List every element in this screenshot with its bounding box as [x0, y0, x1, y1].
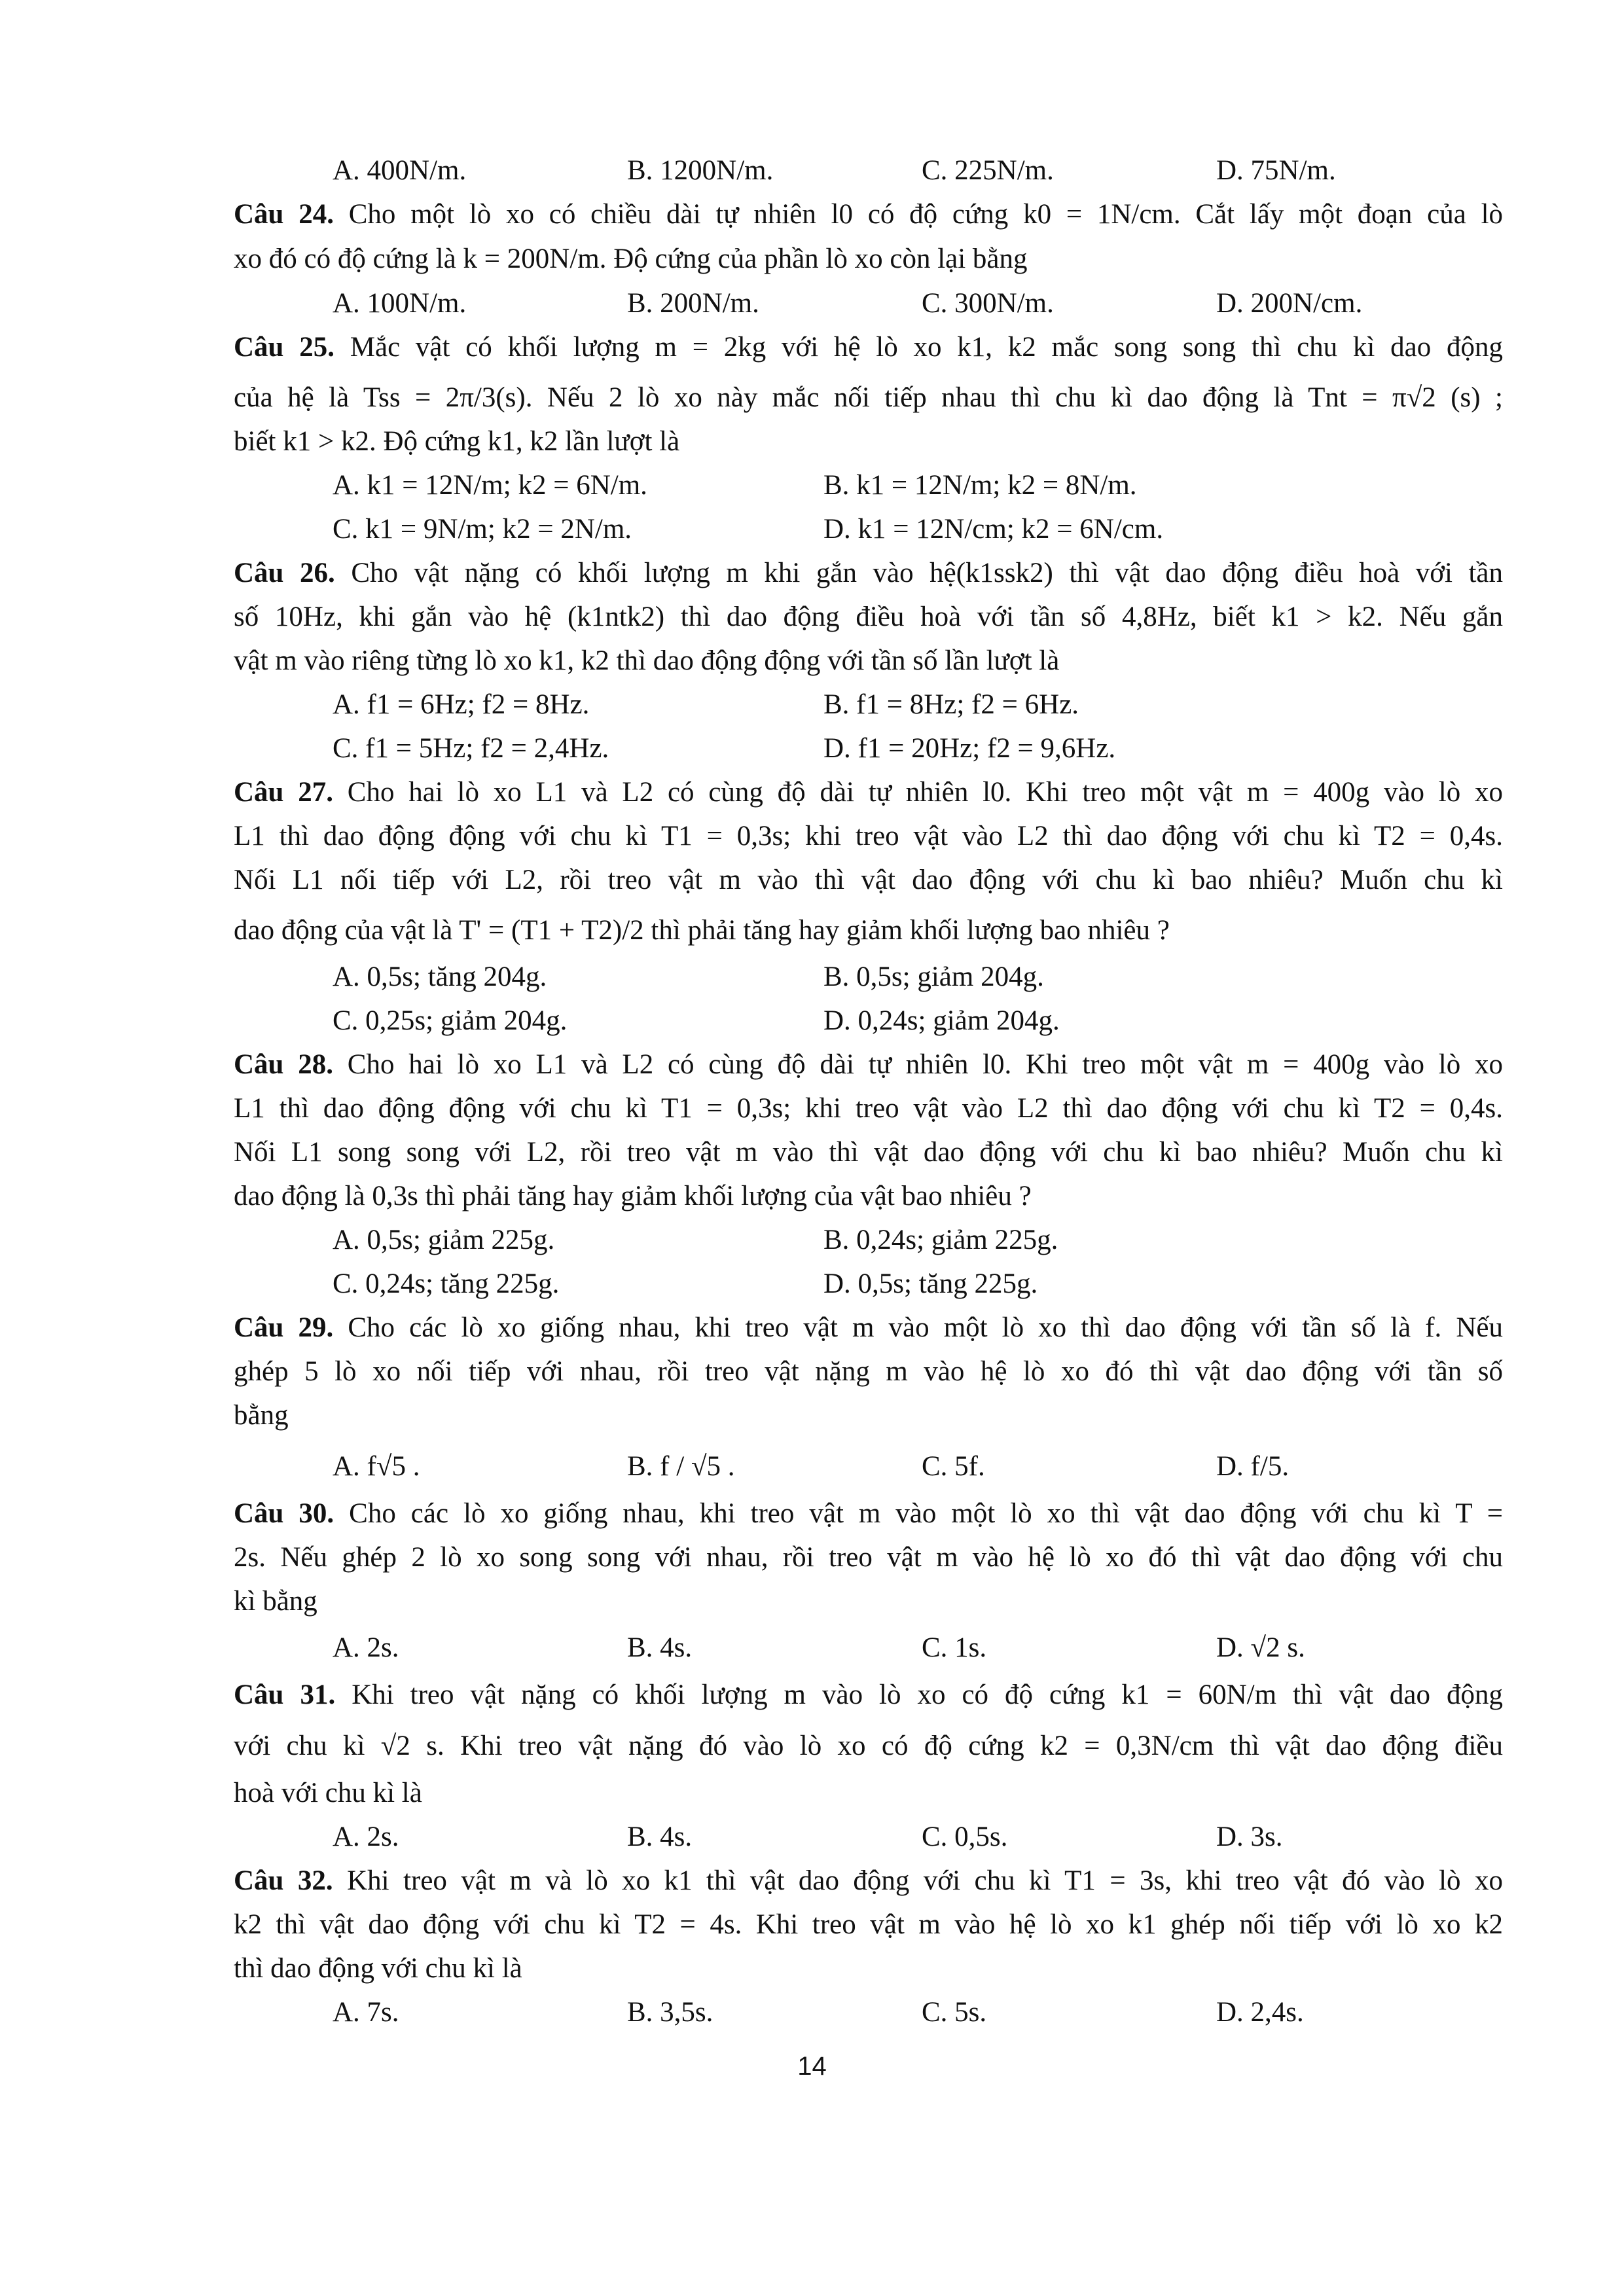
option-d: D. 2,4s. — [1216, 1997, 1304, 2028]
question-number: Câu 24. — [234, 199, 334, 230]
option-c: C. 300N/m. — [922, 288, 1054, 319]
q29-line-1 — [234, 1310, 1503, 1346]
question-number: Câu 28. — [234, 1049, 333, 1080]
q24-line-1 — [234, 196, 1503, 233]
question-number: Câu 26. — [234, 558, 335, 588]
option-d: D. 0,24s; giảm 204g. — [823, 1005, 1060, 1036]
q25-line-3: biết k1 > k2. Độ cứng k1, k2 lần lượt là — [234, 426, 680, 457]
q30-line-1 — [234, 1496, 1503, 1532]
option-c: C. 0,25s; giảm 204g. — [333, 1005, 568, 1036]
q29-line-2: ghép 5 lò xo nối tiếp với nhau, rồi treo vật nặng m vào hệ lò xo đó thì vật dao động với tần số — [234, 1356, 1503, 1387]
option-a: A. 0,5s; tăng 204g. — [333, 961, 547, 992]
q27-line-1 — [234, 774, 1503, 811]
option-a: A. 2s. — [333, 1821, 399, 1852]
q31-line-3: hoà với chu kì là — [234, 1778, 422, 1808]
option-a: A. f√5 . — [333, 1451, 420, 1482]
question-text: Cho các lò xo giống nhau, khi treo vật m vào một lò xo thì dao động với tần số là f. Nếu — [348, 1312, 1504, 1343]
q26-line-3: vật m vào riêng từng lò xo k1, k2 thì dao động động với tần số lần lượt là — [234, 645, 1060, 676]
q24-line-2: xo đó có độ cứng là k = 200N/m. Độ cứng của phần lò xo còn lại bằng — [234, 243, 1028, 274]
q28-line-1 — [234, 1047, 1503, 1083]
option-c: C. f1 = 5Hz; f2 = 2,4Hz. — [333, 733, 609, 764]
option-a: A. 7s. — [333, 1997, 399, 2028]
option-a: A. f1 = 6Hz; f2 = 8Hz. — [333, 689, 590, 720]
question-text: Cho một lò xo có chiều dài tự nhiên l0 có độ cứng k0 = 1N/cm. Cắt lấy một đoạn của lò — [348, 199, 1504, 230]
option-a: A. 2s. — [333, 1632, 399, 1663]
q32-line-2: k2 thì vật dao động với chu kì T2 = 4s. Khi treo vật m vào hệ lò xo k1 ghép nối tiếp với lò xo k2 — [234, 1909, 1503, 1940]
q26-line-1 — [234, 555, 1503, 592]
option-a: A. 400N/m. — [333, 155, 467, 186]
question-number: Câu 30. — [234, 1498, 334, 1529]
q27-line-4: dao động của vật là T' = (T1 + T2)/2 thì phải tăng hay giảm khối lượng bao nhiêu ? — [234, 915, 1170, 946]
option-d: D. 0,5s; tăng 225g. — [823, 1268, 1038, 1299]
q28-line-2: L1 thì dao động động với chu kì T1 = 0,3s; khi treo vật vào L2 thì dao động với chu kì T2 = 0,4s. — [234, 1093, 1503, 1124]
option-c: C. 5s. — [922, 1997, 987, 2028]
question-number: Câu 27. — [234, 777, 333, 808]
option-b: B. 4s. — [627, 1632, 693, 1663]
option-c: C. 0,24s; tăng 225g. — [333, 1268, 560, 1299]
option-b: B. 200N/m. — [627, 288, 759, 319]
question-text: Cho hai lò xo L1 và L2 có cùng độ dài tự nhiên l0. Khi treo một vật m = 400g vào lò xo — [347, 1049, 1504, 1080]
q31-line-1 — [234, 1677, 1503, 1713]
question-number: Câu 32. — [234, 1865, 333, 1896]
option-b: B. f / √5 . — [627, 1451, 735, 1482]
option-c: C. 1s. — [922, 1632, 987, 1663]
question-text: Cho hai lò xo L1 và L2 có cùng độ dài tự nhiên l0. Khi treo một vật m = 400g vào lò xo — [347, 777, 1504, 808]
question-text: Khi treo vật nặng có khối lượng m vào lò xo có độ cứng k1 = 60N/m thì vật dao động — [352, 1679, 1503, 1710]
option-c: C. 5f. — [922, 1451, 985, 1482]
question-text: Khi treo vật m và lò xo k1 thì vật dao động với chu kì T1 = 3s, khi treo vật đó vào lò xo — [347, 1865, 1504, 1896]
option-d: D. f/5. — [1216, 1451, 1290, 1482]
option-d: D. 75N/m. — [1216, 155, 1336, 186]
option-d: D. k1 = 12N/cm; k2 = 6N/cm. — [823, 514, 1164, 545]
option-c: C. 0,5s. — [922, 1821, 1008, 1852]
question-number: Câu 29. — [234, 1312, 334, 1343]
question-number: Câu 31. — [234, 1679, 336, 1710]
q28-line-4: dao động là 0,3s thì phải tăng hay giảm khối lượng của vật bao nhiêu ? — [234, 1181, 1032, 1211]
option-b: B. 0,5s; giảm 204g. — [823, 961, 1044, 992]
option-b: B. 4s. — [627, 1821, 693, 1852]
option-d: D. √2 s. — [1216, 1632, 1305, 1663]
option-b: B. 1200N/m. — [627, 155, 774, 186]
option-b: B. k1 = 12N/m; k2 = 8N/m. — [823, 470, 1137, 501]
q32-line-1 — [234, 1863, 1503, 1899]
q32-line-3: thì dao động với chu kì là — [234, 1953, 522, 1984]
option-c: C. 225N/m. — [922, 155, 1054, 186]
option-d: D. 200N/cm. — [1216, 288, 1363, 319]
option-d: D. f1 = 20Hz; f2 = 9,6Hz. — [823, 733, 1116, 764]
question-text: Cho các lò xo giống nhau, khi treo vật m vào một lò xo thì vật dao động với chu kì T = — [349, 1498, 1504, 1529]
q27-line-3: Nối L1 nối tiếp với L2, rồi treo vật m vào thì vật dao động với chu kì bao nhiêu? Muốn chu kì — [234, 865, 1503, 895]
q31-line-2: với chu kì √2 s. Khi treo vật nặng đó vào lò xo có độ cứng k2 = 0,3N/cm thì vật dao động điều — [234, 1731, 1503, 1761]
q29-line-3: bằng — [234, 1400, 289, 1431]
option-a: A. 0,5s; giảm 225g. — [333, 1225, 555, 1255]
option-a: A. 100N/m. — [333, 288, 467, 319]
question-number: Câu 25. — [234, 332, 334, 363]
question-text: Mắc vật có khối lượng m = 2kg với hệ lò xo k1, k2 mắc song song thì chu kì dao động — [350, 332, 1503, 363]
q30-line-3: kì bằng — [234, 1586, 317, 1617]
q27-line-2: L1 thì dao động động với chu kì T1 = 0,3s; khi treo vật vào L2 thì dao động với chu kì T2 = 0,4s. — [234, 821, 1503, 852]
option-d: D. 3s. — [1216, 1821, 1283, 1852]
option-b: B. 3,5s. — [627, 1997, 713, 2028]
q25-line-1 — [234, 329, 1503, 366]
option-a: A. k1 = 12N/m; k2 = 6N/m. — [333, 470, 647, 501]
option-c: C. k1 = 9N/m; k2 = 2N/m. — [333, 514, 632, 545]
q25-line-2: của hệ là Tss = 2π/3(s). Nếu 2 lò xo này mắc nối tiếp nhau thì chu kì dao động là Tnt = π√2 (s) ; — [234, 382, 1503, 413]
q28-line-3: Nối L1 song song với L2, rồi treo vật m vào thì vật dao động với chu kì bao nhiêu? Muốn chu kì — [234, 1137, 1503, 1168]
page-number: 14 — [797, 2052, 827, 2081]
q26-line-2: số 10Hz, khi gắn vào hệ (k1ntk2) thì dao động điều hoà với tần số 4,8Hz, biết k1 > k2. Nếu gắn — [234, 601, 1503, 632]
question-text: Cho vật nặng có khối lượng m khi gắn vào hệ(k1ssk2) thì vật dao động điều hoà với tần — [351, 558, 1503, 588]
q30-line-2: 2s. Nếu ghép 2 lò xo song song với nhau, rồi treo vật m vào hệ lò xo đó thì vật dao động với chu — [234, 1542, 1503, 1573]
option-b: B. f1 = 8Hz; f2 = 6Hz. — [823, 689, 1079, 720]
option-b: B. 0,24s; giảm 225g. — [823, 1225, 1058, 1255]
